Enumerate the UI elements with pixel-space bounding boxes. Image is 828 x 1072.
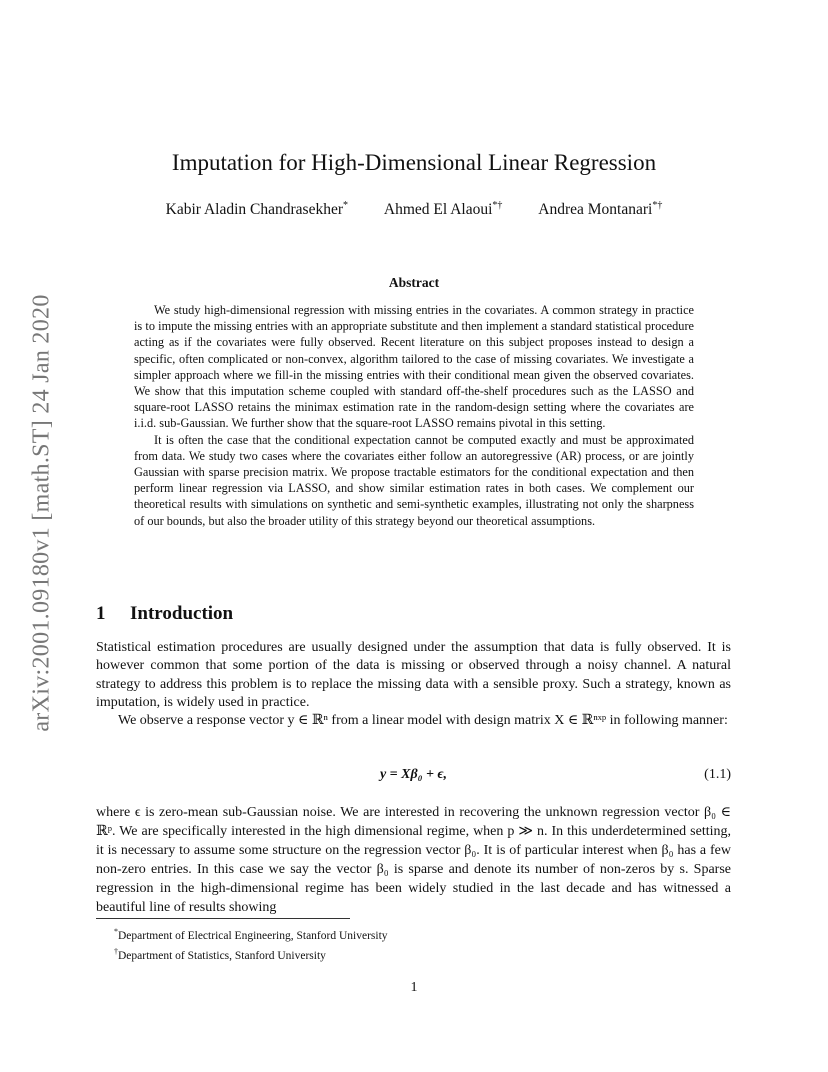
author: Kabir Aladin Chandrasekher* <box>165 200 349 219</box>
abstract-paragraph: We study high-dimensional regression with missing entries in the covariates. A common strategy in practice is to impute the missing entries with an appropriate substitute and then implement a standard statistical procedure acting as if the covariates were fully observed. Recent literature on this subject proposes instead to design a specific, often complicated or non-convex, algorithm tailored to the case of missing covariates. We investigate a simpler approach where we fill-in the missing entries with their conditional mean given the observed covariates. We show that this imputation scheme coupled with standard off-the-shelf procedures such as the LASSO and square-root LASSO retains the minimax estimation rate in the random-design setting where the covariates are i.i.d. sub-Gaussian. We further show that the square-root LASSO remains pivotal in this setting. <box>134 303 694 431</box>
footnotes <box>114 924 388 964</box>
body-paragraph: where ϵ is zero-mean sub-Gaussian noise. We are interested in recovering the unknown regression vector β₀ ∈ ℝᵖ. We are specifically interested in the high dimensional regime, when p ≫ n. In this underdetermined setting, it is necessary to assume some structure on the regression vector β₀. It is of particular interest when β₀ has a few non-zero entries. In this case we say the vector β₀ is sparse and denote its number of non-zeros by s. Sparse regression in the high-dimensional regime has been widely studied in the last decade and has witnessed a beautiful line of results showing <box>96 805 732 916</box>
arxiv-identifier-sidebar <box>22 278 62 748</box>
author: Andrea Montanari*† <box>538 200 663 219</box>
intro-text <box>96 639 731 730</box>
footnote: *Department of Electrical Engineering, Stanford University <box>114 927 388 942</box>
body-paragraph: We observe a response vector y ∈ ℝⁿ from a linear model with design matrix X ∈ ℝⁿˣᵖ in following manner: <box>118 713 728 729</box>
author-list <box>0 200 828 219</box>
author: Ahmed El Alaoui*† <box>383 200 503 219</box>
footnote-rule <box>96 918 350 919</box>
arxiv-identifier: arXiv:2001.09180v1 [math.ST] 24 Jan 2020 <box>28 294 55 732</box>
abstract-body <box>134 302 694 529</box>
section-number: 1 <box>96 603 106 624</box>
body-paragraph: Statistical estimation procedures are usually designed under the assumption that data is fully observed. It is however common that some portion of the data is missing or observed through a noisy channel. A natural strategy to address this problem is to replace the missing data with a sensible proxy. Such a strategy, known as imputation, is widely used in practice. <box>96 640 731 710</box>
section-title: Introduction <box>130 603 234 624</box>
footnote: †Department of Statistics, Stanford University <box>114 946 326 962</box>
abstract-paragraph: It is often the case that the conditional expectation cannot be computed exactly and must be approximated from data. We study two cases where the covariates either follow an autoregressive (AR) process, or are jointly Gaussian with sparse precision matrix. We propose tractable estimators for the conditional expectation and then perform linear regression via LASSO, and show similar estimation rates in both cases. We complement our theoretical results with simulations on synthetic and semi-synthetic examples, illustrating not only the sharpness of our bounds, but also the broader utility of this strategy beyond our theoretical assumptions. <box>134 432 694 528</box>
equation-body: y = Xβ₀ + ϵ, <box>379 767 448 782</box>
paper-title: Imputation for High-Dimensional Linear Regression <box>171 150 657 175</box>
body-continuation <box>96 803 731 918</box>
page-number: 1 <box>410 980 418 995</box>
abstract-heading: Abstract <box>388 275 440 290</box>
section-heading <box>96 603 233 625</box>
equation-number: (1.1) <box>704 767 731 782</box>
